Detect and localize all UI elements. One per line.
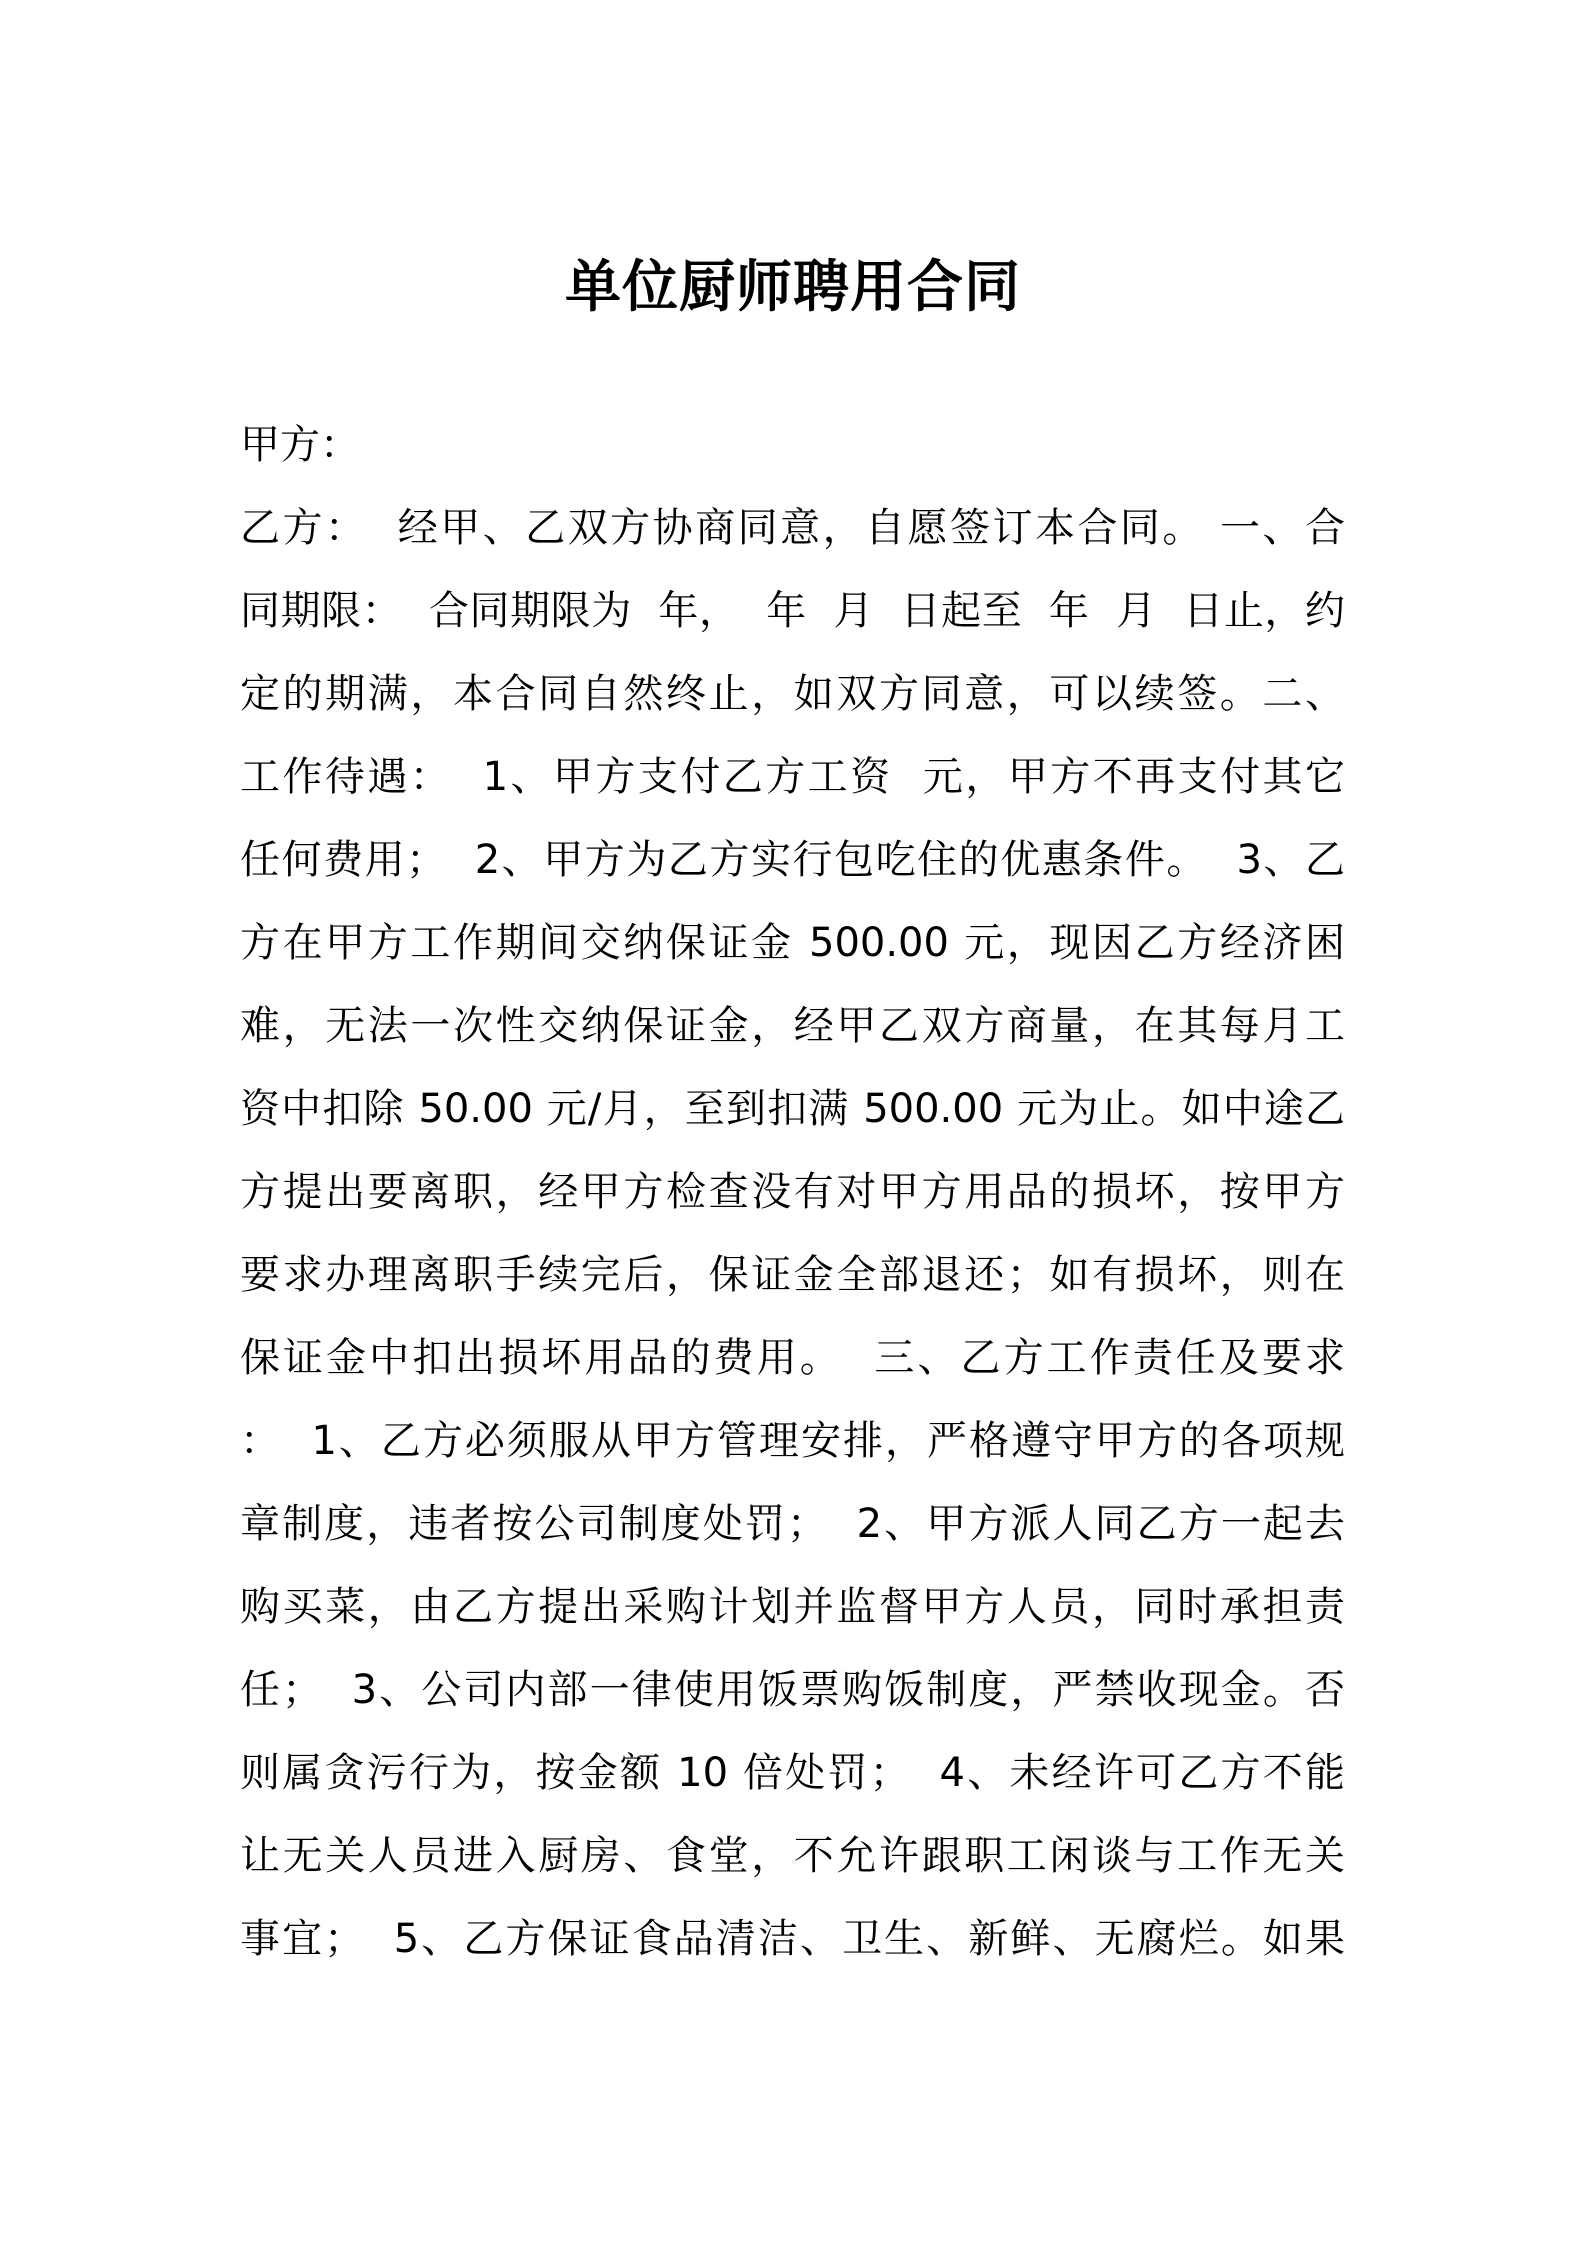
text-line: 购买菜，由乙方提出采购计划并监督甲方人员，同时承担责 xyxy=(240,1584,1345,1630)
text-line: 方在甲方工作期间交纳保证金 500.00 元，现因乙方经济困 xyxy=(240,920,1345,966)
text-line-party-a: 甲方： xyxy=(240,422,360,468)
text-line: 章制度，违者按公司制度处罚； 2、甲方派人同乙方一起去 xyxy=(240,1501,1345,1547)
text-line: ： 1、乙方必须服从甲方管理安排，严格遵守甲方的各项规 xyxy=(240,1418,1345,1464)
text-line: 任； 3、公司内部一律使用饭票购饭制度，严禁收现金。否 xyxy=(240,1667,1345,1713)
text-line: 难，无法一次性交纳保证金，经甲乙双方商量，在其每月工 xyxy=(240,1003,1345,1049)
text-line: 让无关人员进入厨房、食堂，不允许跟职工闲谈与工作无关 xyxy=(240,1833,1345,1879)
text-line: 定的期满，本合同自然终止，如双方同意，可以续签。二、 xyxy=(240,671,1345,717)
text-line: 工作待遇： 1、甲方支付乙方工资 元，甲方不再支付其它 xyxy=(240,754,1345,800)
text-line: 乙方： 经甲、乙双方协商同意，自愿签订本合同。 一、合 xyxy=(240,505,1345,551)
document-body xyxy=(240,404,1345,1981)
text-line: 则属贪污行为，按金额 10 倍处罚； 4、未经许可乙方不能 xyxy=(240,1750,1345,1796)
text-line: 任何费用； 2、甲方为乙方实行包吃住的优惠条件。 3、乙 xyxy=(240,837,1345,883)
text-line: 方提出要离职，经甲方检查没有对甲方用品的损坏，按甲方 xyxy=(240,1169,1345,1215)
text-line: 保证金中扣出损坏用品的费用。 三、乙方工作责任及要求 xyxy=(240,1335,1345,1381)
text-line: 要求办理离职手续完后，保证金全部退还；如有损坏，则在 xyxy=(240,1252,1345,1298)
text-line: 同期限： 合同期限为 年， 年 月 日起至 年 月 日止，约 xyxy=(240,588,1345,634)
text-line: 资中扣除 50.00 元/月，至到扣满 500.00 元为止。如中途乙 xyxy=(240,1086,1345,1132)
document-title: 单位厨师聘用合同 xyxy=(565,255,1021,320)
text-line: 事宜； 5、乙方保证食品清洁、卫生、新鲜、无腐烂。如果 xyxy=(240,1916,1345,1962)
